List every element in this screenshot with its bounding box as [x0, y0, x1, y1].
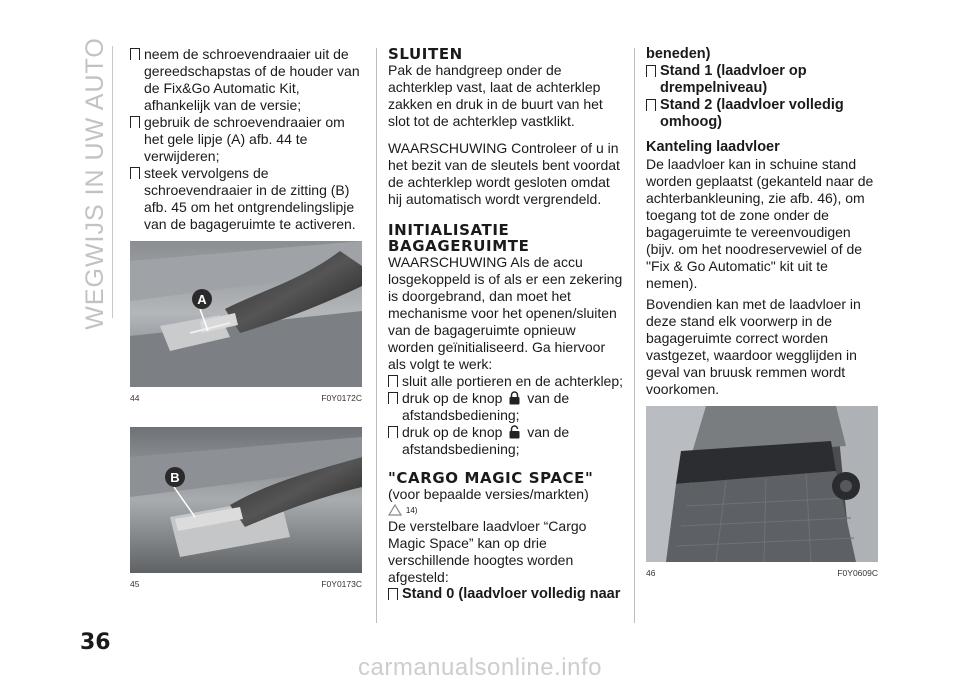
screwdriver-photo-b	[130, 427, 362, 573]
column-2	[388, 46, 624, 603]
list-item: druk op de knop van de afstandsbediening;	[388, 424, 624, 458]
paragraph: Pak de handgreep onder de achterklep vast, laat de achterklep zakken en druk in de buurt van het slot tot de achterklep vastklikt.	[388, 62, 603, 129]
section-title-sluiten: SLUITEN	[388, 45, 463, 63]
list-item: gebruik de schroevendraaier om het gele lipje (A) afb. 44 te verwijderen;	[130, 114, 362, 165]
checkbox-bullet-icon	[646, 99, 656, 111]
warning-triangle-icon	[388, 504, 402, 516]
warning-reference: 14)	[388, 503, 624, 518]
paragraph: De verstelbare laadvloer “Cargo Magic Space” kan op drie verschillende hoogtes worden afgesteld:	[388, 518, 587, 585]
list-item-continuation: beneden)	[646, 46, 711, 62]
paragraph: De laadvloer kan in schuine stand worden geplaatst (gekanteld naar de achterbankleuning, zie afb. 46), om toegang tot de zone onder de bagageruimte te vereenvoudigen (bijv. om het noodreservewiel of de "Fix & Go Automatic" kit uit te nemen).	[646, 156, 874, 291]
checkbox-bullet-icon	[130, 167, 140, 179]
sidebar-divider	[112, 46, 113, 318]
checkbox-bullet-icon	[388, 392, 398, 404]
checkbox-bullet-icon	[130, 116, 140, 128]
figure-caption: 46 F0Y0609C	[646, 568, 878, 578]
column-divider	[634, 48, 635, 623]
paragraph: (voor bepaalde versies/markten)	[388, 486, 589, 502]
list-item: Stand 1 (laadvloer op drempelniveau)	[646, 63, 878, 97]
sidebar-chapter	[78, 36, 112, 330]
lock-icon	[509, 391, 520, 405]
cargo-floor-photo	[646, 406, 878, 562]
screwdriver-photo-a	[130, 241, 362, 387]
column-3	[646, 46, 878, 582]
warning-paragraph: WAARSCHUWING Als de accu losgekoppeld is of als er een zekering is doorgebrand, dan moet het mechanisme voor het openen/sluiten van de bagageruimte opnieuw worden geïnitialiseerd. Ga hiervoor als volgt te werk:	[388, 254, 623, 372]
list-item: sluit alle portieren en de achterklep;	[388, 373, 624, 390]
paragraph: Bovendien kan met de laadvloer in deze stand elk voorwerp in de bagageruimte correct worden vastgezet, waardoor wegglijden in geval van bruusk remmen wordt voorkomen.	[646, 296, 861, 397]
section-title-cargo: "CARGO MAGIC SPACE"	[388, 469, 594, 487]
callout-label-a: A	[197, 292, 207, 307]
unlock-icon	[509, 425, 520, 439]
column-1	[130, 46, 362, 593]
list-item: druk op de knop van de afstandsbediening;	[388, 390, 624, 424]
figure-caption: 44 F0Y0172C	[130, 393, 362, 403]
subsection-title: Kanteling laadvloer	[646, 139, 780, 155]
checkbox-bullet-icon	[130, 48, 140, 60]
figure-44	[130, 241, 362, 387]
callout-label-b: B	[170, 470, 180, 485]
list-item: steek vervolgens de schroevendraaier in de zitting (B) afb. 45 om het ontgrendelingslipje van de bagageruimte te activeren.	[130, 165, 362, 233]
list-item: Stand 2 (laadvloer volledig omhoog)	[646, 97, 878, 131]
list-item: neem de schroevendraaier uit de gereedschapstas of de houder van de Fix&Go Automatic Kit, afhankelijk van de versie;	[130, 46, 362, 114]
section-title-initialisatie: INITIALISATIE BAGAGERUIMTE	[388, 221, 530, 255]
checkbox-bullet-icon	[646, 65, 656, 77]
chapter-title: WEGWIJS IN UW AUTO	[80, 36, 109, 330]
footer-watermark: carmanualsonline.info	[358, 654, 602, 681]
checkbox-bullet-icon	[388, 588, 398, 600]
checkbox-bullet-icon	[388, 426, 398, 438]
figure-45	[130, 427, 362, 573]
warning-paragraph: WAARSCHUWING Controleer of u in het bezit van de sleutels bent voordat de achterklep wordt gesloten omdat hij automatisch wordt vergrendeld.	[388, 140, 620, 207]
list-item: Stand 0 (laadvloer volledig naar	[388, 586, 624, 603]
page-number: 36	[80, 630, 111, 655]
figure-46	[646, 406, 878, 562]
checkbox-bullet-icon	[388, 375, 398, 387]
column-divider	[376, 48, 377, 623]
figure-caption: 45 F0Y0173C	[130, 579, 362, 589]
